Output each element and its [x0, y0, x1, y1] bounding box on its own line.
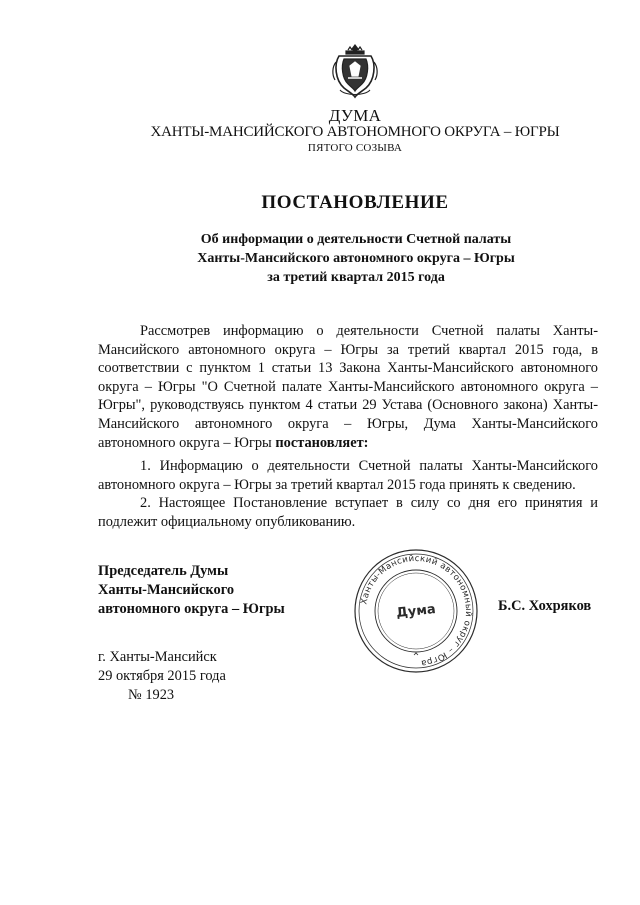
signer-name: Б.С. Хохряков: [498, 598, 592, 614]
city: г. Ханты-Мансийск: [98, 649, 217, 665]
document-type: ПОСТАНОВЛЕНИЕ: [261, 192, 449, 213]
subject-line: за третий квартал 2015 года: [267, 270, 445, 285]
signer-position: [98, 562, 285, 619]
coat-of-arms-icon: [330, 42, 380, 100]
resolution-item: 2. Настоящее Постановление вступает в силу со дня его принятия и подлежит официальному опубликованию.: [98, 495, 598, 530]
region-title: ХАНТЫ-МАНСИЙСКОГО АВТОНОМНОГО ОКРУГА – ЮГРЫ: [150, 124, 560, 140]
convocation-title: ПЯТОГО СОЗЫВА: [307, 142, 403, 154]
resolution-verb: постановляет:: [275, 434, 369, 451]
subject-line: Об информации о деятельности Счетной палаты: [200, 232, 512, 247]
date: 29 октября 2015 года: [98, 668, 226, 684]
preamble-text: Рассмотрев информацию о деятельности Счетной палаты Ханты-Мансийского автономного округа – Югры за третий квартал 2015 года, в соответствии с пунктом 1 статьи 13 Закона Ханты-Мансийского автономного округа – Югры "О Счетной палате Ханты-Мансийского автономного округа – Югры", руководствуясь пунктом 4 статьи 29 Устава (Основного закона) Ханты-Мансийского автономного округа – Югры, Дума Ханты-Мансийского автономного округа – Югры: [98, 323, 598, 451]
seal-center-text: Дума: [395, 601, 437, 622]
seal-ring-text: Ханты-Мансийский автономный округ – Югра: [359, 553, 474, 668]
preamble-paragraph: [98, 322, 598, 452]
place-and-date: [98, 648, 226, 705]
signer-position-line: Ханты-Мансийского: [98, 582, 235, 598]
duma-title: ДУМА: [328, 106, 382, 125]
official-seal-stamp: [352, 547, 480, 675]
resolution-item: 1. Информацию о деятельности Счетной палаты Ханты-Мансийского автономного округа – Югры за третий квартал 2015 года принять к сведению.: [98, 458, 598, 493]
document-number: № 1923: [128, 687, 175, 703]
subject-line: Ханты-Мансийского автономного округа – Югры: [197, 251, 515, 266]
signer-position-line: Председатель Думы: [98, 563, 229, 579]
signer-position-line: автономного округа – Югры: [98, 601, 285, 617]
